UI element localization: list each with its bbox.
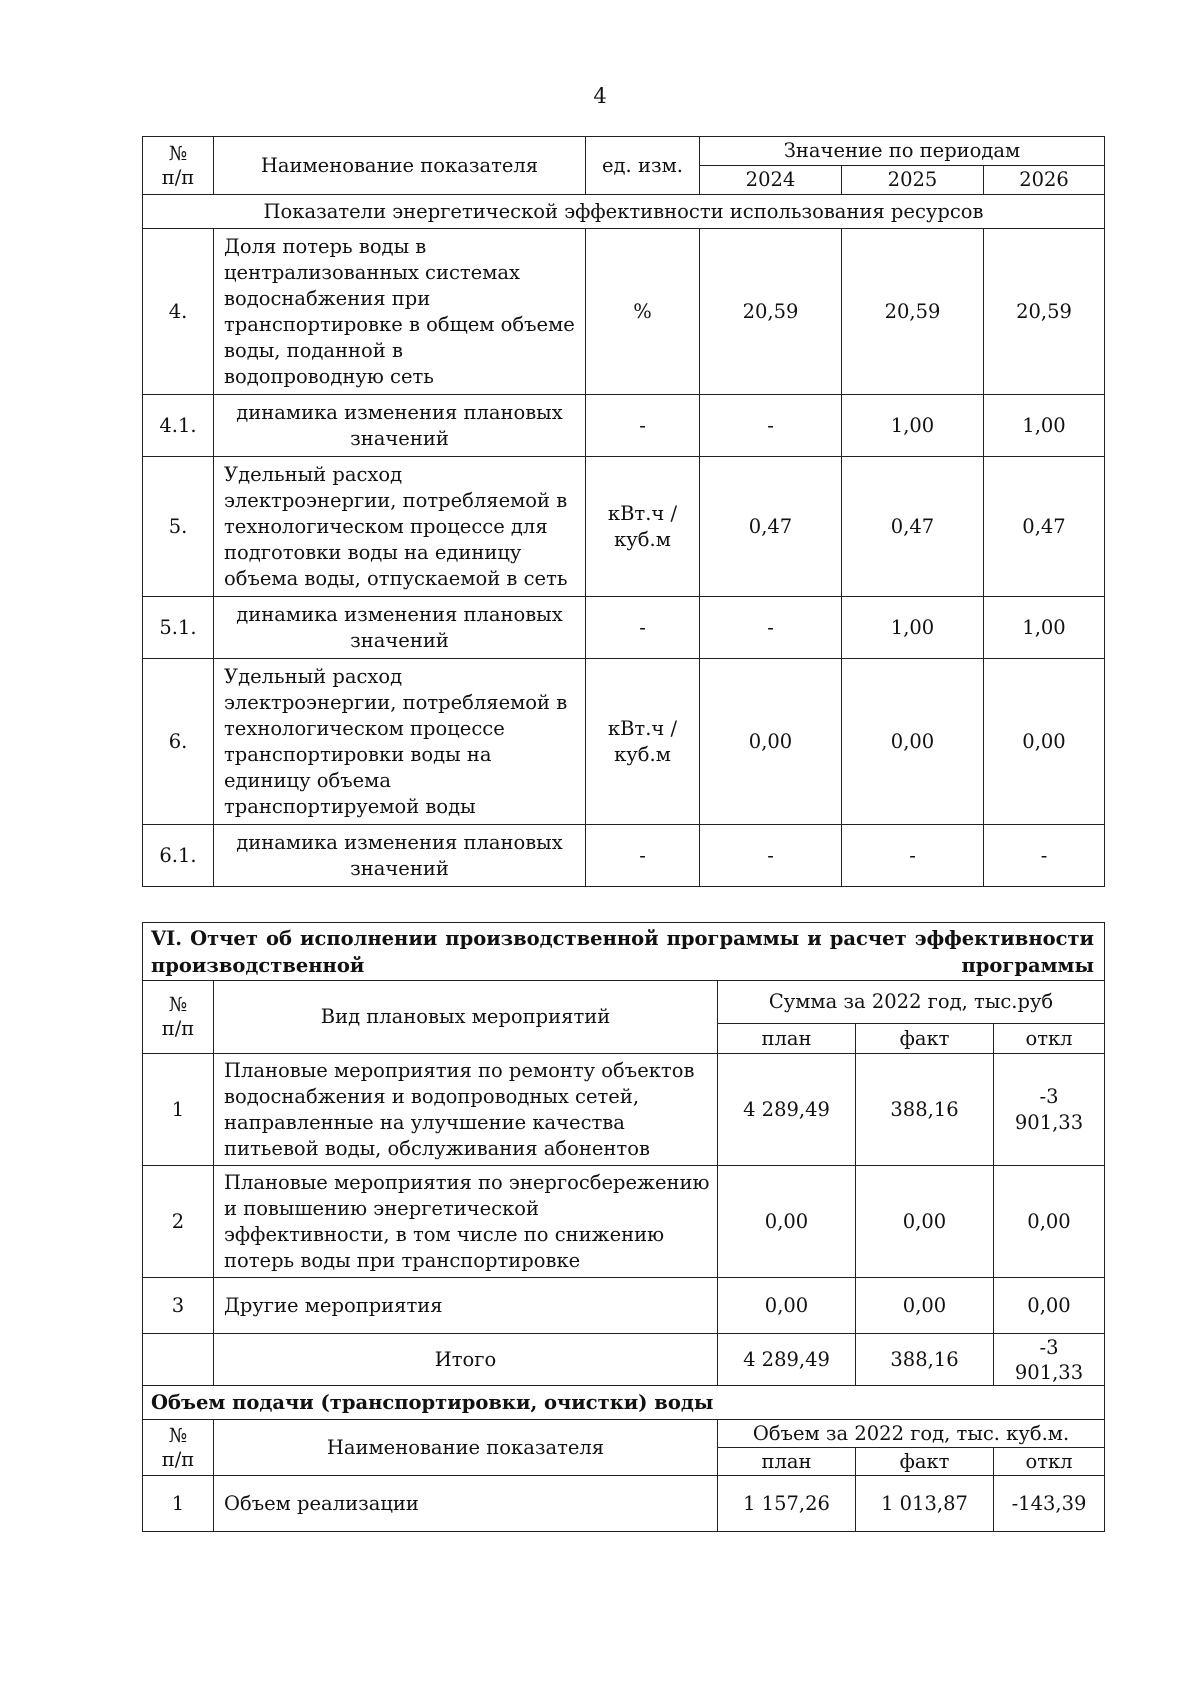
- volume-title: Объем подачи (транспортировки, очистки) воды: [143, 1386, 1105, 1420]
- header-periods: Значение по периодам: [700, 137, 1105, 166]
- indicator-name-line: технологическом процессе для: [224, 514, 548, 538]
- table-row: [143, 457, 1105, 597]
- header-sum: Сумма за 2022 год, тыс.руб: [718, 981, 1105, 1024]
- indicator-name: [214, 229, 586, 395]
- row-num: 5.1.: [143, 597, 214, 659]
- total-deviation-line: -3: [1039, 1335, 1059, 1359]
- indicator-name-line: транспортировки воды на: [224, 742, 492, 766]
- total-plan: 4 289,49: [718, 1334, 856, 1386]
- volume-fact: 1 013,87: [856, 1476, 994, 1532]
- indicator-name: [214, 395, 586, 457]
- activity-name-line: питьевой воды, обслуживания абонентов: [224, 1136, 650, 1160]
- header-year: 2025: [842, 166, 984, 195]
- table-row: [143, 229, 1105, 395]
- fact-value: 388,16: [856, 1054, 994, 1166]
- deviation-line: 901,33: [1014, 1110, 1084, 1134]
- unit: [586, 825, 700, 887]
- header-activity: Вид плановых мероприятий: [214, 981, 718, 1054]
- volume-plan: 1 157,26: [718, 1476, 856, 1532]
- value-2025: -: [842, 825, 984, 887]
- header-name: Наименование показателя: [214, 137, 586, 195]
- indicator-name-line: значений: [350, 856, 449, 880]
- activity-name-line: Плановые мероприятия по энергосбережению: [224, 1170, 710, 1194]
- unit: [586, 457, 700, 597]
- header-num-line: №: [168, 993, 188, 1016]
- indicator-name-line: Удельный расход: [224, 462, 403, 486]
- indicator-name: [214, 457, 586, 597]
- header-deviation: откл: [994, 1024, 1105, 1054]
- activity-name: [214, 1278, 718, 1334]
- value-2025: 0,47: [842, 457, 984, 597]
- header-indicator: Наименование показателя: [214, 1420, 718, 1476]
- activity-name-line: водоснабжения и водопроводных сетей,: [224, 1084, 640, 1108]
- value-2026: 1,00: [984, 395, 1105, 457]
- unit-line: куб.м: [614, 742, 671, 766]
- deviation-value: [994, 1278, 1105, 1334]
- indicator-name-line: электроэнергии, потребляемой в: [224, 690, 568, 714]
- unit: [586, 229, 700, 395]
- unit-line: кВт.ч /: [607, 716, 678, 740]
- indicator-name-line: динамика изменения плановых: [236, 400, 563, 424]
- fact-value: 0,00: [856, 1166, 994, 1278]
- program-report-table: [142, 922, 1105, 1532]
- row-num: 6.1.: [143, 825, 214, 887]
- indicator-name-line: транспортируемой воды: [224, 794, 476, 818]
- unit-line: кВт.ч /: [607, 501, 678, 525]
- header-num-line: №: [168, 141, 188, 165]
- activity-name: [214, 1054, 718, 1166]
- total-deviation-line: 901,33: [1014, 1360, 1084, 1384]
- report-title: VI. Отчет об исполнении производственной программы и расчет эффективности производственной программы: [143, 923, 1105, 981]
- table-row: [143, 659, 1105, 825]
- total-fact: 388,16: [856, 1334, 994, 1386]
- activity-name-line: Другие мероприятия: [224, 1293, 443, 1317]
- indicator-name-line: динамика изменения плановых: [236, 602, 563, 626]
- table-row: [143, 597, 1105, 659]
- unit-line: куб.м: [614, 527, 671, 551]
- deviation-line: 0,00: [1027, 1209, 1071, 1233]
- volume-deviation: -143,39: [994, 1476, 1105, 1532]
- unit-line: %: [633, 299, 652, 323]
- unit-line: -: [639, 843, 646, 867]
- indicator-name-line: подготовки воды на единицу: [224, 540, 522, 564]
- row-num: 2: [143, 1166, 214, 1278]
- table-row: [143, 1278, 1105, 1334]
- deviation-line: 0,00: [1027, 1293, 1071, 1317]
- value-2026: 0,47: [984, 457, 1105, 597]
- value-2025: 20,59: [842, 229, 984, 395]
- activity-name-line: эффективности, в том числе по снижению: [224, 1222, 665, 1246]
- indicator-name: [214, 597, 586, 659]
- row-num: 5.: [143, 457, 214, 597]
- volume-header-row: [143, 1420, 1105, 1448]
- row-num: 4.1.: [143, 395, 214, 457]
- table-row: [143, 395, 1105, 457]
- table-row: [143, 825, 1105, 887]
- header-plan: план: [718, 1024, 856, 1054]
- indicator-name-line: динамика изменения плановых: [236, 830, 563, 854]
- header-year: 2024: [700, 166, 842, 195]
- indicator-name-line: транспортировке в общем объеме: [224, 312, 575, 336]
- activity-name-line: направленные на улучшение качества: [224, 1110, 625, 1134]
- indicator-name-line: Удельный расход: [224, 664, 403, 688]
- report-header-row: [143, 981, 1105, 1024]
- total-label: Итого: [214, 1334, 718, 1386]
- page-number: 4: [593, 84, 607, 108]
- value-2026: -: [984, 825, 1105, 887]
- report-title-row: [143, 923, 1105, 981]
- indicator-name-line: электроэнергии, потребляемой в: [224, 488, 568, 512]
- volume-title-row: [143, 1386, 1105, 1420]
- indicator-name-line: значений: [350, 628, 449, 652]
- unit-line: -: [639, 615, 646, 639]
- row-num: 6.: [143, 659, 214, 825]
- indicator-name-line: значений: [350, 426, 449, 450]
- value-2025: 0,00: [842, 659, 984, 825]
- header-num: [143, 137, 214, 195]
- value-2024: -: [700, 825, 842, 887]
- plan-value: 0,00: [718, 1278, 856, 1334]
- header-deviation: откл: [994, 1448, 1105, 1476]
- table-header-row: [143, 137, 1105, 166]
- value-2024: 20,59: [700, 229, 842, 395]
- indicator-name-line: воды, поданной в: [224, 338, 403, 362]
- indicator-name-line: водоснабжения при: [224, 286, 431, 310]
- value-2024: -: [700, 395, 842, 457]
- plan-value: 4 289,49: [718, 1054, 856, 1166]
- header-volume: Объем за 2022 год, тыс. куб.м.: [718, 1420, 1105, 1448]
- volume-name: Объем реализации: [214, 1476, 718, 1532]
- activity-name-line: потерь воды при транспортировке: [224, 1248, 581, 1272]
- value-2024: 0,47: [700, 457, 842, 597]
- unit: [586, 659, 700, 825]
- volume-num: 1: [143, 1476, 214, 1532]
- value-2026: 20,59: [984, 229, 1105, 395]
- plan-value: 0,00: [718, 1166, 856, 1278]
- volume-row: [143, 1476, 1105, 1532]
- value-2026: 1,00: [984, 597, 1105, 659]
- unit: [586, 395, 700, 457]
- header-num-line: п/п: [161, 1447, 195, 1471]
- header-plan: план: [718, 1448, 856, 1476]
- section-title: Показатели энергетической эффективности использования ресурсов: [143, 195, 1105, 229]
- indicator-name: [214, 659, 586, 825]
- row-num: 4.: [143, 229, 214, 395]
- header-num-line: п/п: [161, 1017, 195, 1040]
- header-fact: факт: [856, 1024, 994, 1054]
- value-2024: 0,00: [700, 659, 842, 825]
- value-2025: 1,00: [842, 395, 984, 457]
- value-2025: 1,00: [842, 597, 984, 659]
- header-num: [143, 1420, 214, 1476]
- indicator-name-line: объема воды, отпускаемой в сеть: [224, 566, 568, 590]
- value-2024: -: [700, 597, 842, 659]
- total-deviation: [994, 1334, 1105, 1386]
- value-2026: 0,00: [984, 659, 1105, 825]
- indicator-name-line: водопроводную сеть: [224, 364, 434, 388]
- indicator-name-line: Доля потерь воды в: [224, 234, 427, 258]
- deviation-value: [994, 1166, 1105, 1278]
- table-row: [143, 1054, 1105, 1166]
- unit-line: -: [639, 413, 646, 437]
- row-num: 3: [143, 1278, 214, 1334]
- header-fact: факт: [856, 1448, 994, 1476]
- total-row: [143, 1334, 1105, 1386]
- activity-name: [214, 1166, 718, 1278]
- table-row: [143, 1166, 1105, 1278]
- fact-value: 0,00: [856, 1278, 994, 1334]
- deviation-value: [994, 1054, 1105, 1166]
- activity-name-line: и повышению энергетической: [224, 1196, 540, 1220]
- deviation-line: -3: [1039, 1084, 1059, 1108]
- unit: [586, 597, 700, 659]
- header-num: [143, 981, 214, 1054]
- energy-efficiency-table: [142, 136, 1105, 887]
- total-num: [143, 1334, 214, 1386]
- header-year: 2026: [984, 166, 1105, 195]
- indicator-name: [214, 825, 586, 887]
- indicator-name-line: технологическом процессе: [224, 716, 505, 740]
- header-unit: ед. изм.: [586, 137, 700, 195]
- header-num-line: п/п: [161, 165, 195, 189]
- activity-name-line: Плановые мероприятия по ремонту объектов: [224, 1058, 695, 1082]
- section-title-row: [143, 195, 1105, 229]
- row-num: 1: [143, 1054, 214, 1166]
- indicator-name-line: единицу объема: [224, 768, 391, 792]
- header-num-line: №: [168, 1423, 188, 1447]
- indicator-name-line: централизованных системах: [224, 260, 521, 284]
